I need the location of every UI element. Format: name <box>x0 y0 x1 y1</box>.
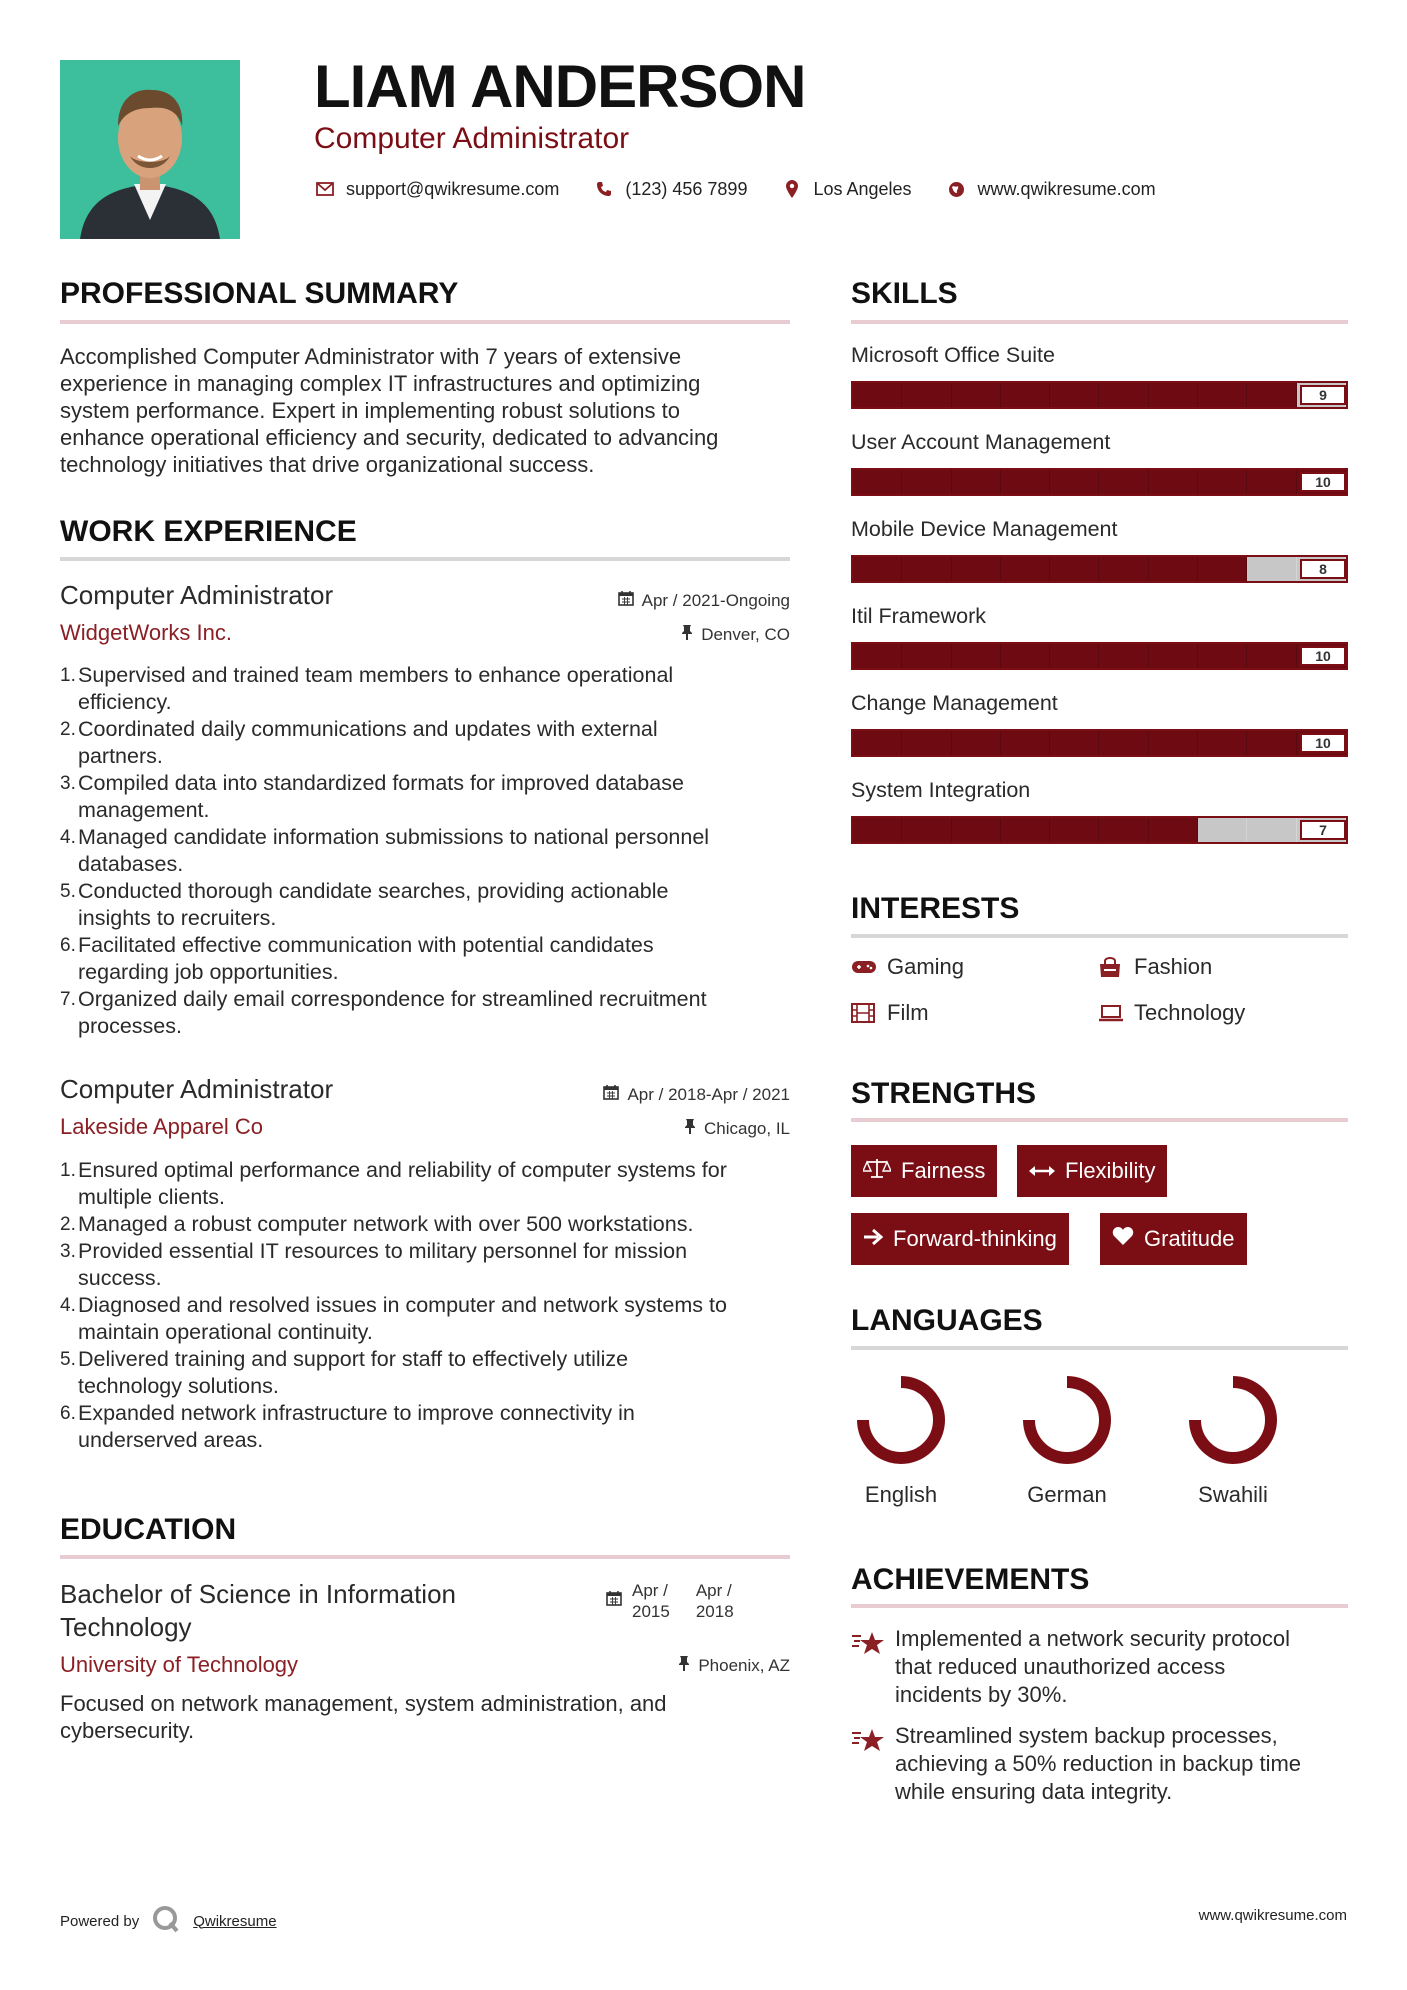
summary-line: Accomplished Computer Administrator with 7 years of extensive <box>60 344 682 369</box>
pushpin-icon <box>684 1118 696 1139</box>
skill-bar-segment <box>1198 557 1247 581</box>
phone-icon <box>593 178 615 200</box>
list-item: Conducted thorough candidate searches, providing actionable insights to recruiters. <box>78 879 669 930</box>
skill-score: 10 <box>1300 733 1346 753</box>
list-item: Provided essential IT resources to military personnel for mission success. <box>78 1239 688 1290</box>
skill-bar-segment <box>1247 818 1296 842</box>
balance-scale-icon <box>863 1157 891 1185</box>
work-title: WORK EXPERIENCE <box>60 515 357 548</box>
job-dates: Apr / 2021-Ongoing <box>480 590 790 611</box>
interests-divider <box>851 934 1348 938</box>
skill-score: 7 <box>1300 820 1346 840</box>
footer-powered-by: Powered by Qwikresume <box>60 1904 277 1938</box>
summary-text <box>60 343 800 478</box>
language-item <box>1173 1370 1293 1508</box>
candidate-role: Computer Administrator <box>314 122 630 155</box>
qwikresume-logo-icon <box>151 1904 181 1938</box>
skill-bar <box>851 642 1348 670</box>
list-item: Delivered training and support for staff to effectively utilize technology solutions. <box>78 1347 629 1398</box>
list-item: Ensured optimal performance and reliability of computer systems for multiple clients. <box>78 1158 727 1209</box>
summary-title: PROFESSIONAL SUMMARY <box>60 277 459 310</box>
skill-score: 10 <box>1300 646 1346 666</box>
summary-divider <box>60 320 790 324</box>
list-item: Organized daily email correspondence for streamlined recruitment processes. <box>78 987 707 1038</box>
skill-score: 10 <box>1300 472 1346 492</box>
job-dates: Apr / 2018-Apr / 2021 <box>480 1084 790 1105</box>
skill-bar <box>851 729 1348 757</box>
languages-title: LANGUAGES <box>851 1304 1043 1337</box>
gamepad-icon <box>851 956 877 978</box>
heart-icon <box>1112 1226 1134 1252</box>
skill-bar-segment <box>1050 383 1099 407</box>
skill-bar-segment <box>1099 644 1148 668</box>
strengths-divider <box>851 1118 1348 1122</box>
globe-icon <box>946 178 968 200</box>
language-label: Swahili <box>1198 1482 1268 1507</box>
person-portrait-icon <box>60 60 240 239</box>
job-title: Computer Administrator <box>60 580 334 610</box>
skill-label: Microsoft Office Suite <box>851 343 1055 367</box>
pushpin-icon <box>678 1655 690 1676</box>
skill-bar-segment <box>1050 470 1099 494</box>
interest-technology: Technology <box>1098 1000 1245 1026</box>
skill-bar-segment <box>902 383 951 407</box>
language-proficiency-arc <box>1029 1382 1105 1458</box>
calendar-icon <box>603 1084 619 1105</box>
skill-score: 8 <box>1300 559 1346 579</box>
calendar-icon <box>606 1590 622 1622</box>
skill-bar-segment <box>952 731 1001 755</box>
summary-line: technology initiatives that drive organizational success. <box>60 452 595 477</box>
skill-score: 9 <box>1300 385 1346 405</box>
contact-phone[interactable]: (123) 456 7899 <box>625 178 748 199</box>
skill-bar-segment <box>853 818 902 842</box>
shooting-star-icon <box>851 1726 885 1759</box>
interests-title: INTERESTS <box>851 892 1020 925</box>
skill-bar-segment <box>853 731 902 755</box>
skill-bar-segment <box>1247 644 1296 668</box>
interest-fashion: Fashion <box>1098 954 1212 980</box>
skill-bar-segment <box>1099 557 1148 581</box>
skill-bar-segment <box>902 731 951 755</box>
map-marker-icon <box>781 178 803 200</box>
strength-gratitude: Gratitude <box>1100 1213 1247 1265</box>
skill-bar-segment <box>1001 644 1050 668</box>
skill-bar-segment <box>952 383 1001 407</box>
contact-location: Los Angeles <box>813 178 912 199</box>
summary-line: system performance. Expert in implementing robust solutions to <box>60 398 680 423</box>
skill-bar-segment <box>1050 818 1099 842</box>
skill-bar-segment <box>1247 383 1296 407</box>
education-dates: Apr / 2015 Apr / 2018 <box>606 1580 734 1622</box>
profile-photo <box>60 60 240 239</box>
job-company: Lakeside Apparel Co <box>60 1114 264 1139</box>
skill-bar-segment <box>902 557 951 581</box>
skill-bar-segment <box>1050 557 1099 581</box>
language-proficiency-ring <box>1183 1370 1283 1470</box>
list-item: Compiled data into standardized formats for improved database management. <box>78 771 684 822</box>
list-item: Managed candidate information submissions to national personnel databases. <box>78 825 710 876</box>
calendar-icon <box>618 590 634 611</box>
job-company: WidgetWorks Inc. <box>60 620 232 645</box>
skill-bar-segment <box>1001 383 1050 407</box>
skill-bar-segment <box>1099 731 1148 755</box>
skill-label: System Integration <box>851 778 1031 802</box>
footer-brand-link[interactable]: Qwikresume <box>193 1912 277 1930</box>
skill-bar-segment <box>1198 818 1247 842</box>
skill-bar-segment <box>1149 557 1198 581</box>
language-label: English <box>864 1482 938 1507</box>
school-name: University of Technology <box>60 1652 299 1677</box>
interest-film: Film <box>851 1000 929 1026</box>
skill-bar-segment <box>1149 818 1198 842</box>
contact-email[interactable]: support@qwikresume.com <box>346 178 560 199</box>
skill-bar-segment <box>902 644 951 668</box>
language-item <box>841 1370 961 1508</box>
skill-bar-segment <box>1099 470 1148 494</box>
summary-line: experience in managing complex IT infrastructures and optimizing <box>60 371 701 396</box>
education-location: Phoenix, AZ <box>480 1655 790 1676</box>
skill-bar-segment <box>1001 818 1050 842</box>
skill-bar-segment <box>1001 557 1050 581</box>
contact-bar <box>314 178 1156 200</box>
language-proficiency-arc <box>1195 1382 1271 1458</box>
interest-gaming: Gaming <box>851 954 964 980</box>
arrows-horizontal-icon <box>1029 1158 1055 1184</box>
skill-bar <box>851 381 1348 409</box>
shooting-star-icon <box>851 1629 885 1662</box>
skill-bar-segment <box>1050 644 1099 668</box>
skill-bar <box>851 555 1348 583</box>
skill-bar-segment <box>952 644 1001 668</box>
skill-bar-segment <box>853 644 902 668</box>
skill-bar-segment <box>1001 470 1050 494</box>
skill-bar-segment <box>1099 383 1148 407</box>
achievements-divider <box>851 1604 1348 1608</box>
list-item: Supervised and trained team members to enhance operational efficiency. <box>78 663 674 714</box>
skill-label: Change Management <box>851 691 1058 715</box>
skills-title: SKILLS <box>851 277 958 310</box>
education-description: Focused on network management, system administration, and cybersecurity. <box>60 1691 667 1743</box>
skill-bar-segment <box>902 818 951 842</box>
education-title: EDUCATION <box>60 1513 237 1546</box>
skill-bar-segment <box>1247 557 1296 581</box>
pushpin-icon <box>681 624 693 645</box>
strength-fairness: Fairness <box>851 1145 997 1197</box>
strength-flexibility: Flexibility <box>1017 1145 1167 1197</box>
skill-bar-segment <box>1149 383 1198 407</box>
strength-forward-thinking: Forward-thinking <box>851 1213 1069 1265</box>
language-label: German <box>1027 1482 1107 1507</box>
summary-line: enhance operational efficiency and security, dedicated to advancing <box>60 425 719 450</box>
skill-label: Itil Framework <box>851 604 986 628</box>
languages-divider <box>851 1346 1348 1350</box>
job-duties <box>60 662 818 1040</box>
skill-bar-segment <box>952 818 1001 842</box>
skill-bar <box>851 468 1348 496</box>
skill-bar-segment <box>1149 644 1198 668</box>
work-divider <box>60 557 790 561</box>
skill-bar <box>851 816 1348 844</box>
list-item: Facilitated effective communication with potential candidates regarding job opportunities. <box>78 933 654 984</box>
skill-bar-segment <box>952 557 1001 581</box>
laptop-icon <box>1098 1002 1124 1024</box>
skill-bar-segment <box>902 470 951 494</box>
degree-title: Bachelor of Science in Information Technology <box>60 1579 456 1642</box>
skills-divider <box>851 320 1348 324</box>
language-item <box>1007 1370 1127 1508</box>
contact-website[interactable]: www.qwikresume.com <box>977 178 1156 199</box>
envelope-icon <box>314 178 336 200</box>
skill-bar-segment <box>853 383 902 407</box>
footer-url[interactable]: www.qwikresume.com <box>1198 1907 1347 1924</box>
education-divider <box>60 1555 790 1559</box>
language-proficiency-ring <box>851 1370 951 1470</box>
candidate-name: LIAM ANDERSON <box>314 53 806 120</box>
job-location: Chicago, IL <box>480 1118 790 1139</box>
job-location: Denver, CO <box>480 624 790 645</box>
skill-bar-segment <box>1247 731 1296 755</box>
language-proficiency-arc <box>863 1382 939 1458</box>
list-item: Managed a robust computer network with over 500 workstations. <box>78 1212 694 1236</box>
film-icon <box>851 1002 877 1024</box>
arrow-right-icon <box>863 1226 883 1252</box>
skill-bar-segment <box>1247 470 1296 494</box>
skill-label: Mobile Device Management <box>851 517 1118 541</box>
list-item: Diagnosed and resolved issues in computer and network systems to maintain operational continuity. <box>78 1293 727 1344</box>
strengths-title: STRENGTHS <box>851 1077 1037 1110</box>
skill-bar-segment <box>1050 731 1099 755</box>
skill-bar-segment <box>853 557 902 581</box>
skill-bar-segment <box>1001 731 1050 755</box>
skill-bar-segment <box>1198 470 1247 494</box>
achievements-title: ACHIEVEMENTS <box>851 1563 1090 1596</box>
skill-label: User Account Management <box>851 430 1111 454</box>
list-item: Coordinated daily communications and updates with external partners. <box>78 717 658 768</box>
shopping-bag-icon <box>1098 956 1124 978</box>
list-item: Expanded network infrastructure to improve connectivity in underserved areas. <box>78 1401 635 1452</box>
skill-bar-segment <box>1198 731 1247 755</box>
language-proficiency-ring <box>1017 1370 1117 1470</box>
skill-bar-segment <box>853 470 902 494</box>
skill-bar-segment <box>1198 644 1247 668</box>
skill-bar-segment <box>1149 470 1198 494</box>
job-title: Computer Administrator <box>60 1074 334 1104</box>
skill-bar-segment <box>952 470 1001 494</box>
skill-bar-segment <box>1198 383 1247 407</box>
skill-bar-segment <box>1149 731 1198 755</box>
skill-bar-segment <box>1099 818 1148 842</box>
job-duties <box>60 1157 828 1454</box>
